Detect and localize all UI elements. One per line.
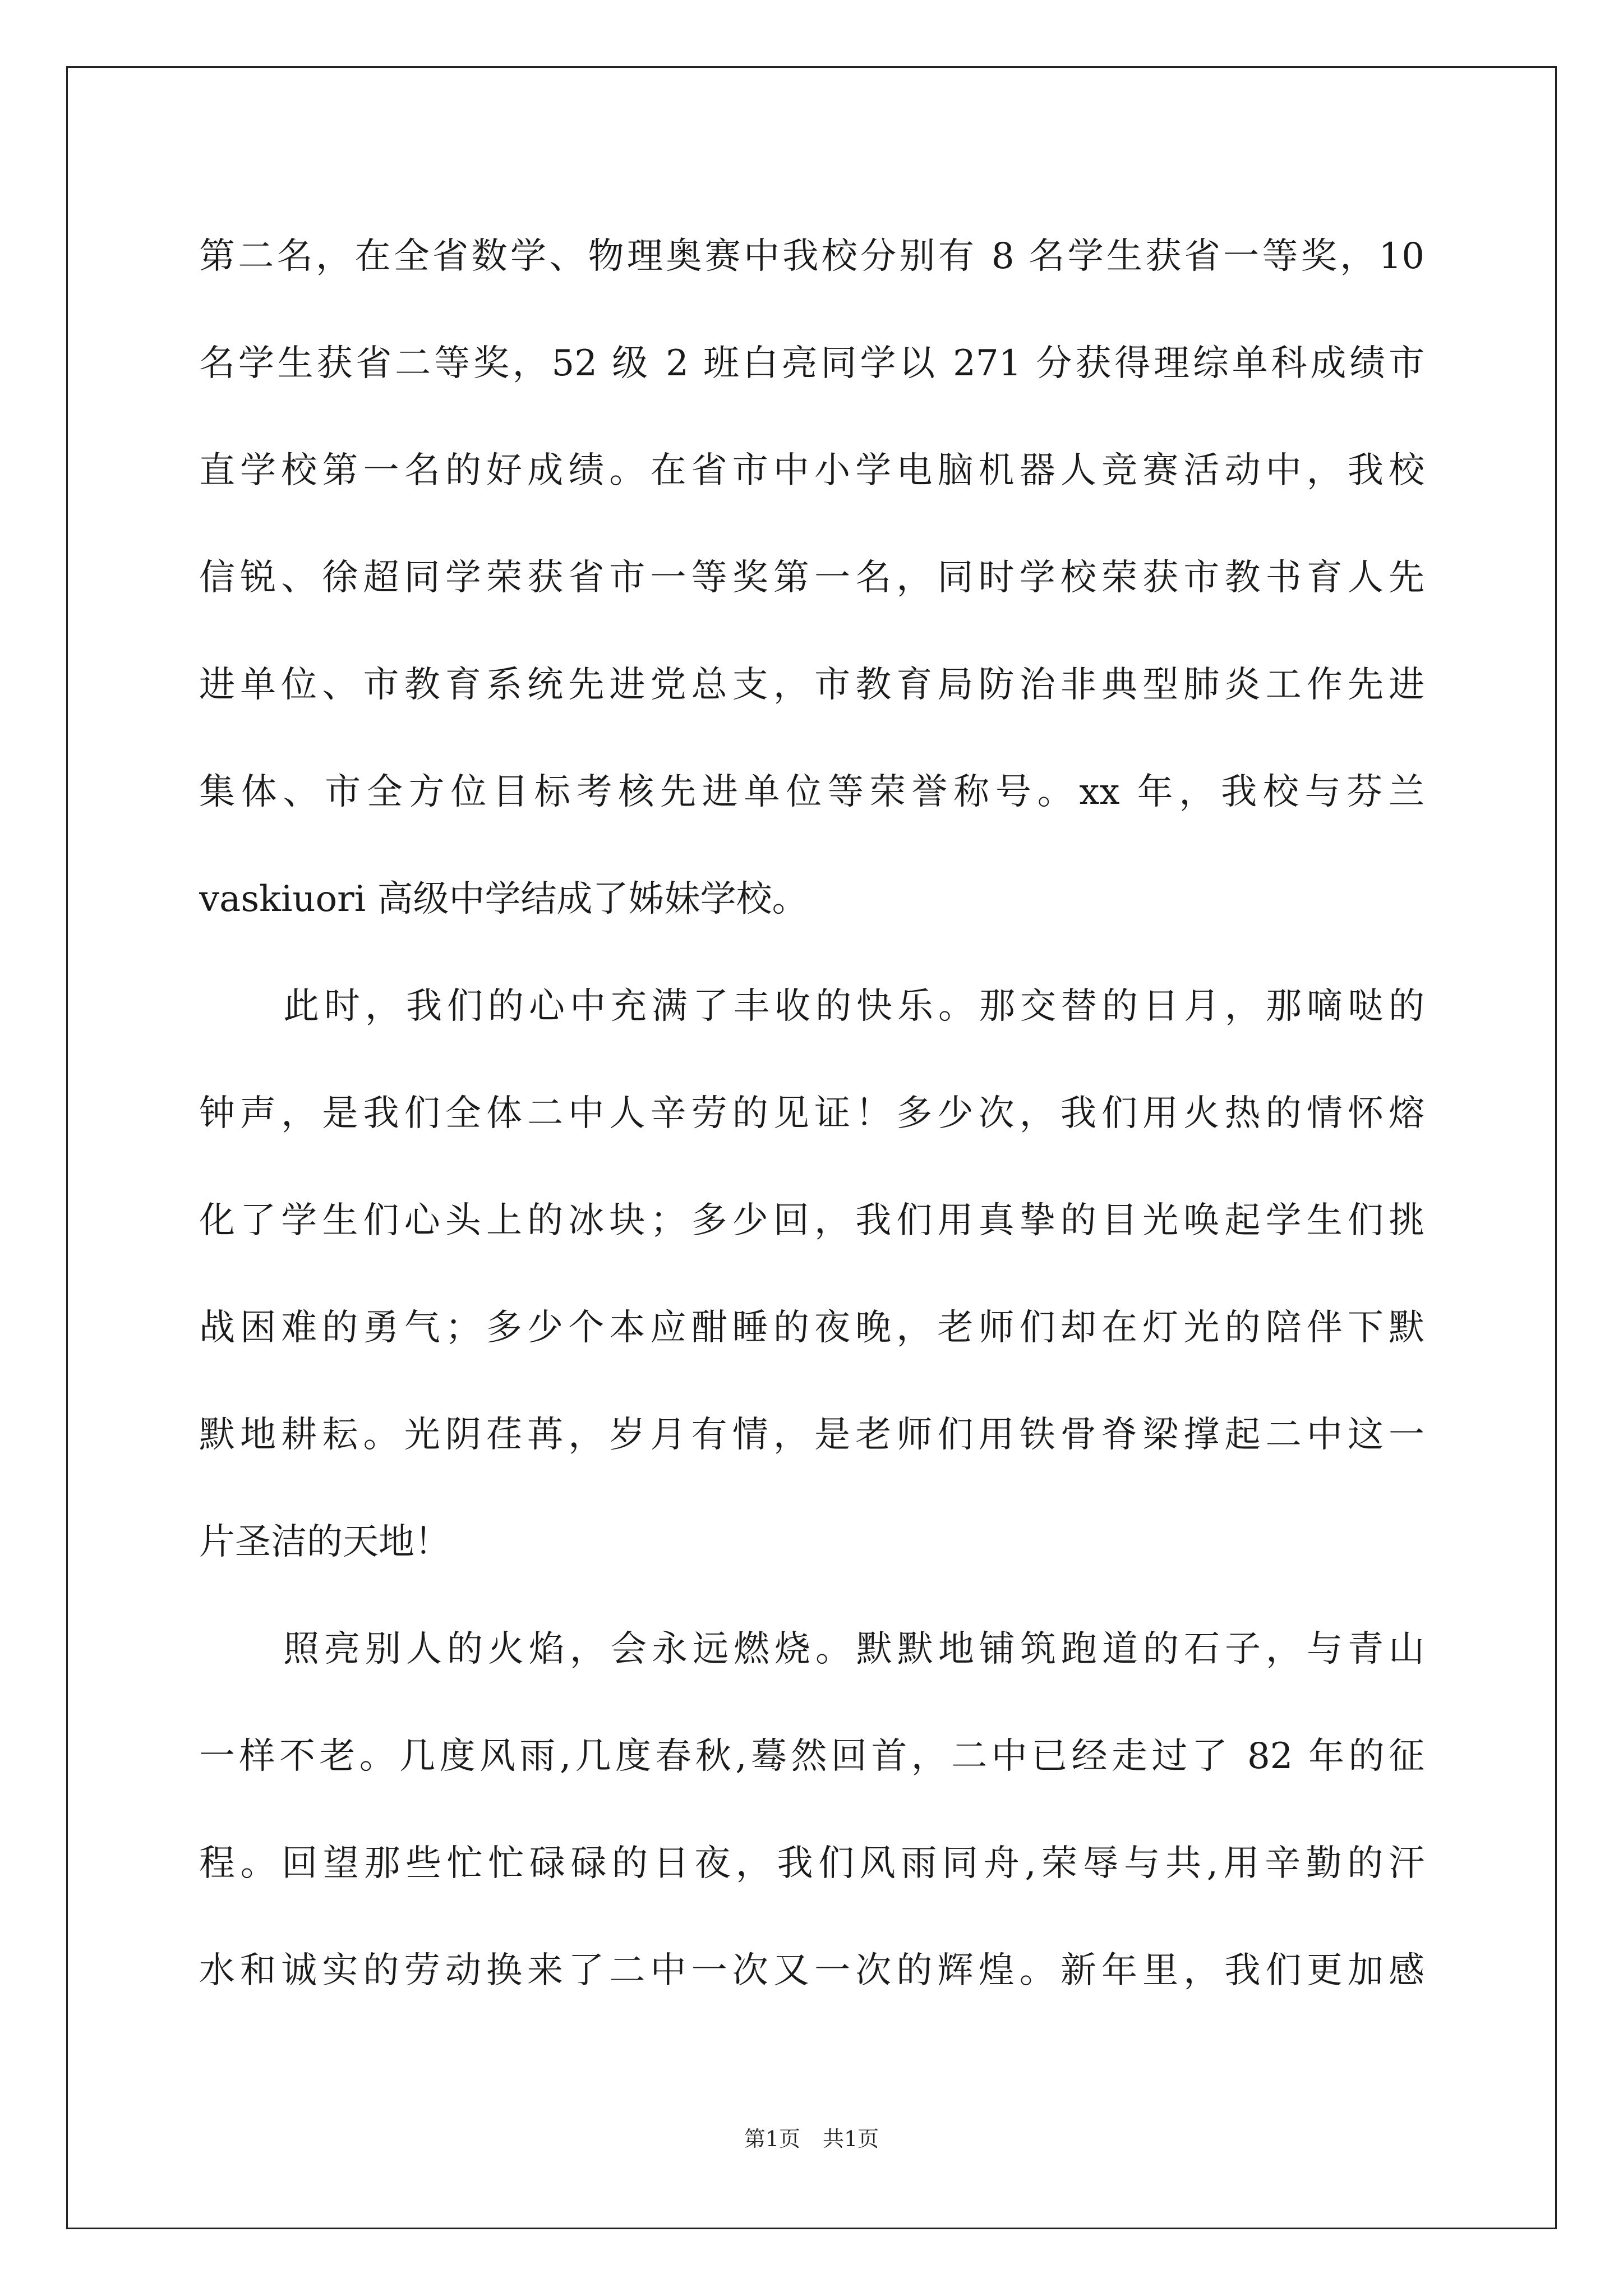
document-body (199, 203, 1424, 2024)
text-line: 名学生获省二等奖，52 级 2 班白亮同学以 271 分获得理综单科成绩市 (199, 343, 1424, 384)
text-line: vaskiuori 高级中学结成了姊妹学校。 (199, 878, 808, 920)
text-line: 集体、市全方位目标考核先进单位等荣誉称号。xx 年，我校与芬兰 (199, 771, 1424, 813)
text-line: 默地耕耘。光阴荏苒，岁月有情，是老师们用铁骨脊梁撑起二中这一 (199, 1414, 1424, 1456)
text-line: 战困难的勇气；多少个本应酣睡的夜晚，老师们却在灯光的陪伴下默 (199, 1307, 1424, 1349)
text-line: 此时，我们的心中充满了丰收的快乐。那交替的日月，那嘀哒的 (283, 986, 1424, 1027)
text-line: 一样不老。几度风雨,几度春秋,蓦然回首，二中已经走过了 82 年的征 (199, 1736, 1424, 1777)
text-line: 片圣洁的天地！ (199, 1521, 450, 1563)
text-line: 信锐、徐超同学荣获省市一等奖第一名，同时学校荣获市教书育人先 (199, 557, 1424, 599)
text-line: 直学校第一名的好成绩。在省市中小学电脑机器人竞赛活动中，我校 (199, 450, 1424, 491)
page-total: 共1页 (823, 2127, 879, 2151)
text-line: 第二名，在全省数学、物理奥赛中我校分别有 8 名学生获省一等奖，10 (199, 236, 1424, 277)
text-line: 程。回望那些忙忙碌碌的日夜，我们风雨同舟,荣辱与共,用辛勤的汗 (199, 1843, 1424, 1884)
text-line: 化了学生们心头上的冰块；多少回，我们用真挚的目光唤起学生们挑 (199, 1200, 1424, 1241)
page-number: 第1页 (744, 2127, 800, 2151)
text-line: 水和诚实的劳动换来了二中一次又一次的辉煌。新年里，我们更加感 (199, 1950, 1424, 1991)
text-line: 照亮别人的火焰，会永远燃烧。默默地铺筑跑道的石子，与青山 (283, 1628, 1424, 1670)
text-line: 进单位、市教育系统先进党总支，市教育局防治非典型肺炎工作先进 (199, 664, 1424, 706)
page-footer (0, 2125, 1623, 2153)
text-line: 钟声，是我们全体二中人辛劳的见证！多少次，我们用火热的情怀熔 (199, 1093, 1424, 1134)
